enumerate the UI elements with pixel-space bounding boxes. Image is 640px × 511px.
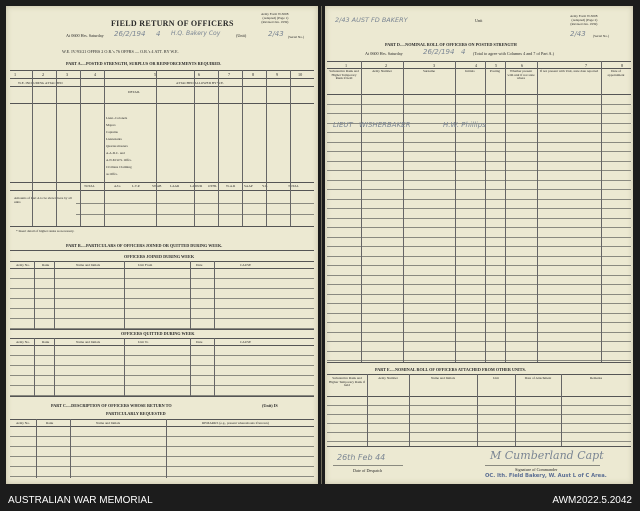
column-number: 4 — [475, 63, 478, 68]
column-number: 10 — [298, 72, 303, 77]
part-d-subtitle: At 0600 Hrs. Saturday — [365, 51, 403, 56]
serial-label: (Serial No.) — [288, 35, 305, 39]
column-number: 2 — [42, 72, 45, 77]
form-ref-line: (Adapted) (Page 2) — [571, 18, 598, 22]
footer-accession-number: AWM2022.5.2042 — [552, 495, 632, 506]
quitted-column: Unit To — [138, 340, 149, 344]
part-d-column-header: If not present with Unit, state date reported — [539, 69, 599, 73]
part-e-column-header: Unit — [492, 376, 500, 380]
part-c-column: Rank — [46, 421, 54, 425]
part-c-column: Name and Initials — [96, 421, 121, 425]
part-d-note: (Total to agree with Columns 4 and 7 of Part A.) — [473, 51, 554, 56]
total-cell: SWAB — [152, 184, 162, 188]
joined-title: OFFICERS JOINED DURING WEEK — [124, 254, 195, 259]
form-ref-line: Army Form W.3008 — [261, 12, 289, 16]
detail-label: DETAIL — [128, 90, 140, 94]
unit-name: H.Q. Bakery Coy — [171, 30, 221, 37]
joined-column: Rank — [42, 263, 50, 267]
quitted-column: CAUSE — [240, 340, 252, 344]
total-cell: TOTAL — [84, 184, 95, 188]
total-cell: W.A.R — [226, 184, 236, 188]
part-c-column: Army No. — [16, 421, 30, 425]
part-b-title: PART B.—PARTICULARS OF OFFICERS JOINED OR QUITTED DURING WEEK. — [66, 243, 223, 248]
rank-label: A.A.D.C. and — [106, 151, 125, 155]
column-number: 3 — [433, 63, 436, 68]
part-a-footnote: * Insert detail of higher ranks as necessary. — [16, 229, 75, 233]
part-e-title: PART E.—NOMINAL ROLL OF OFFICERS ATTACHED FROM OTHER UNITS. — [375, 367, 526, 372]
part-d-column-header: Substantive Rank and Higher Temporary Rank if held — [329, 69, 359, 81]
amounts-note: Amounts of Part A to be shown here by all units — [14, 196, 72, 204]
right-form-reference — [570, 14, 597, 26]
right-unit-name: 2/43 AUST FD BAKERY — [335, 16, 408, 24]
serial-number: 2/43 — [268, 30, 284, 38]
part-a-sub-we: W.E. INCLUDING ATTACHED — [18, 81, 63, 85]
entry-rank: LIEUT — [333, 121, 353, 129]
form-reference — [261, 12, 288, 24]
part-e-column-header: Name and Initials — [430, 376, 456, 380]
form-ref-line: (Revised Jan. 1939) — [570, 22, 598, 26]
right-unit-label: Unit — [475, 18, 483, 23]
form-title: FIELD RETURN OF OFFICERS — [111, 19, 234, 28]
page-1-field-return — [6, 6, 318, 484]
joined-column: CAUSE — [240, 263, 252, 267]
column-number: 6 — [521, 63, 524, 68]
part-d-column-header: Army Number — [372, 69, 392, 73]
rank-label: Quarter-masters — [106, 144, 128, 148]
part-a-title: PART A.—POSTED STRENGTH, SURPLUS OR REINFORCEMENTS REQUIRED. — [66, 61, 222, 66]
column-number: 1 — [14, 72, 17, 77]
rank-label: Majors — [106, 123, 116, 127]
total-cell: OTHL — [208, 184, 218, 188]
column-number: 2 — [385, 63, 388, 68]
joined-column: Army No. — [16, 263, 30, 267]
part-a-sub-attached: ATTACHED ALLOWED BY W.E. — [176, 81, 224, 85]
column-number: 8 — [252, 72, 255, 77]
total-cell: Y.C. — [262, 184, 268, 188]
total-cell: TOTAL — [288, 184, 299, 188]
part-c-column: REMARKS (e.g., present whereabouts if known) — [202, 421, 269, 425]
quitted-column: Rank — [42, 340, 50, 344]
joined-column: Unit From — [138, 263, 153, 267]
rank-label: Lieut.-Colonels — [106, 116, 128, 120]
right-serial-label: (Serial No.) — [593, 34, 610, 38]
right-serial-number: 2/43 — [570, 30, 586, 38]
form-ref-line: (Revised Jan. 1939) — [261, 20, 289, 24]
footer-collection: AUSTRALIAN WAR MEMORIAL — [8, 495, 153, 506]
return-year: 4 — [156, 30, 161, 38]
rank-label: as Offrs. — [106, 172, 118, 176]
quitted-column: Army No. — [16, 340, 30, 344]
part-d-year: 4 — [461, 48, 466, 56]
part-c-title-2: PARTICULARLY REQUESTED — [106, 411, 166, 416]
part-d-column-header: Surname — [422, 69, 436, 73]
despatch-label: Date of Despatch — [353, 468, 383, 473]
page-fold — [321, 6, 322, 484]
form-ref-line: (Adapted) (Page 1) — [262, 16, 289, 20]
quitted-column: Date — [196, 340, 203, 344]
total-cell: L.T.P. — [132, 184, 140, 188]
joined-column: Name and Initials — [76, 263, 101, 267]
signature-label: Signature of Commander — [515, 467, 558, 472]
page-2-nominal-roll — [325, 6, 633, 484]
form-ref-line: Army Form W.3008 — [570, 14, 598, 18]
unit-label: (Unit) — [236, 33, 247, 38]
total-cell: SAAP — [244, 184, 253, 188]
part-d-title: PART D.—NOMINAL ROLL OF OFFICERS ON POSTED STRENGTH — [385, 42, 517, 47]
return-date: 26/2/194 — [114, 30, 146, 38]
total-cell: A/Lt. — [114, 184, 122, 188]
entry-initials: H.W. Phillips — [443, 121, 486, 129]
part-d-date: 26/2/194 — [423, 48, 455, 56]
part-d-column-header: Initials — [465, 69, 475, 73]
commander-signature: M Cumberland Capt — [490, 449, 604, 462]
rank-label: Lieutenants — [106, 137, 122, 141]
column-number: 3 — [66, 72, 69, 77]
column-number: 7 — [228, 72, 231, 77]
at-hours-label: At 0600 Hrs. Saturday — [66, 33, 104, 38]
column-number: 5 — [154, 72, 157, 77]
part-d-column-header: Date of appointment — [607, 69, 625, 77]
part-e-column-header: Substantive Rank and Higher Temporary Rank if held — [329, 376, 365, 388]
quitted-column: Name and Initials — [76, 340, 101, 344]
column-number: 1 — [345, 63, 348, 68]
part-d-column-header: Posting — [489, 69, 501, 73]
column-number: 5 — [495, 63, 498, 68]
part-c-unit: (Unit) IS — [262, 403, 278, 408]
part-e-column-header: Date of Attachment — [524, 376, 552, 380]
part-d-column-header: Whether present with unit if not state where — [507, 69, 535, 81]
part-e-column-header: Remarks — [589, 376, 603, 380]
column-number: 4 — [94, 72, 97, 77]
despatch-date: 26th Feb 44 — [337, 453, 386, 462]
rank-label: Captains — [106, 130, 118, 134]
column-number: 6 — [198, 72, 201, 77]
part-e-column-header: Army Number — [378, 376, 398, 380]
total-cell: LAAR — [170, 184, 180, 188]
entry-surname: WISHERBAKER — [359, 121, 411, 129]
rank-label: Civilians Claiming — [106, 165, 132, 169]
joined-column: Date — [196, 263, 203, 267]
column-number: 7 — [585, 63, 588, 68]
rank-label: A.N.M.W.S. Offrs. — [106, 158, 132, 162]
column-number: 9 — [276, 72, 279, 77]
column-number: 8 — [621, 63, 624, 68]
part-c-title: PART C.—DESCRIPTION OF OFFICERS WHOSE RETURN TO — [51, 403, 172, 408]
we-line: W.E. IV/93/21 OFFRS 2 O.R.'s 76 OFFRS — O.R.'s 4 ATT. BY W.E. — [62, 49, 179, 54]
unit-stamp: OC. Ith. Field Bakery, W. Aust L of C Area. — [485, 473, 607, 479]
quitted-title: OFFICERS QUITTED DURING WEEK — [121, 331, 195, 336]
total-cell: LAMUR — [190, 184, 203, 188]
